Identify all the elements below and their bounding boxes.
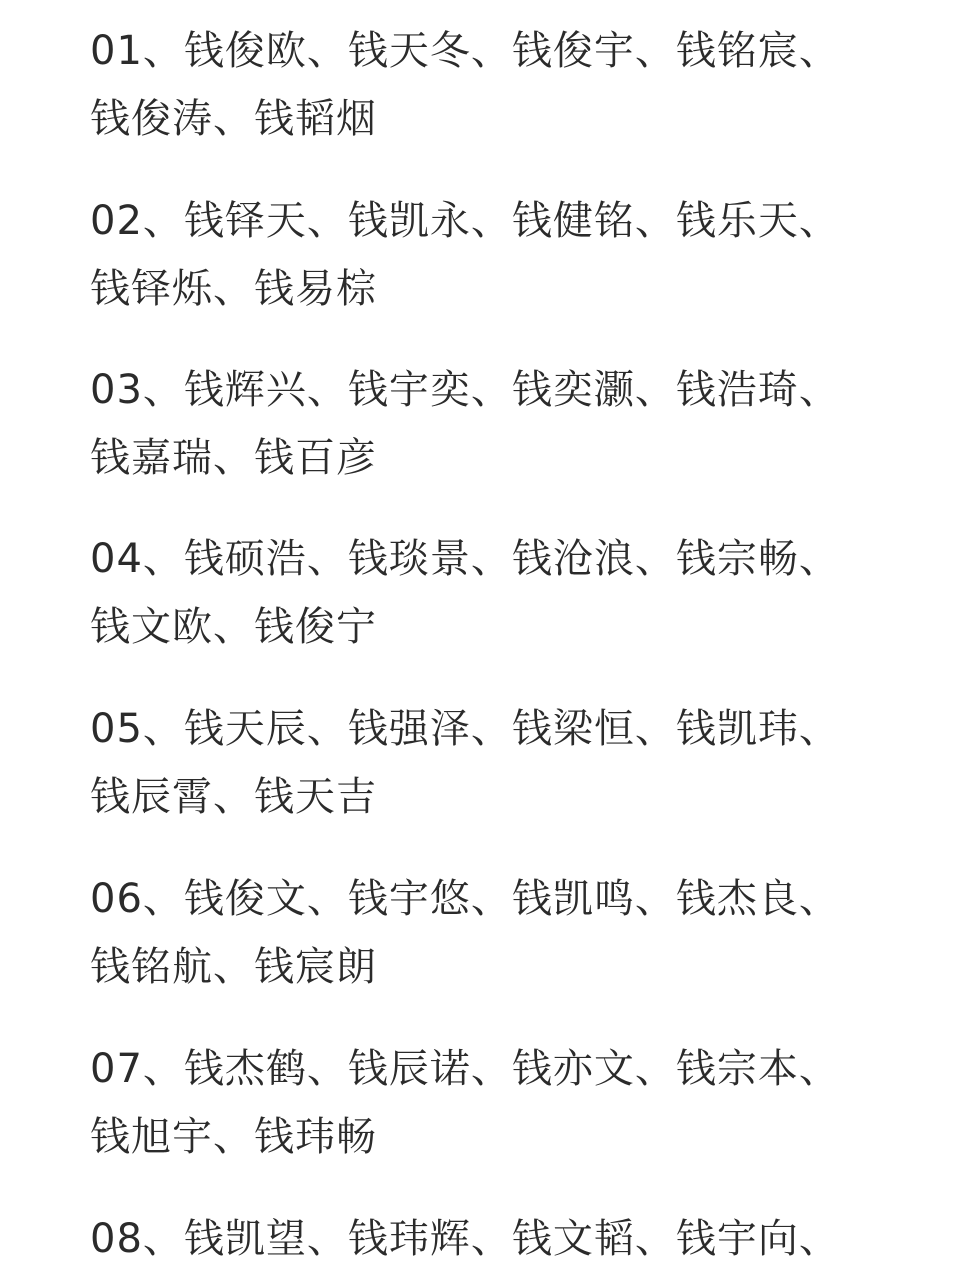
name-list-entry-04 <box>90 525 920 661</box>
name-list-entry-07 <box>90 1035 920 1171</box>
entry-line: 钱嘉瑞、钱百彦 <box>90 435 377 481</box>
entry-line: 钱文欧、钱俊宁 <box>90 604 377 650</box>
name-list-entry-05 <box>90 695 920 831</box>
name-list-entry-01 <box>90 17 920 153</box>
name-list-entry-02 <box>90 187 920 323</box>
entry-line: 05、钱天辰、钱强泽、钱梁恒、钱凯玮、 <box>90 706 840 752</box>
entry-line: 03、钱辉兴、钱宇奕、钱奕灏、钱浩琦、 <box>90 367 840 413</box>
name-list-entry-03 <box>90 356 920 492</box>
name-list-entry-06 <box>90 865 920 1001</box>
entry-line: 06、钱俊文、钱宇悠、钱凯鸣、钱杰良、 <box>90 876 840 922</box>
entry-line: 钱旭宇、钱玮畅 <box>90 1114 377 1160</box>
entry-line: 钱俊涛、钱韬烟 <box>90 96 377 142</box>
entry-line: 07、钱杰鹤、钱辰诺、钱亦文、钱宗本、 <box>90 1046 840 1092</box>
entry-line: 04、钱硕浩、钱琰景、钱沧浪、钱宗畅、 <box>90 536 840 582</box>
name-list-entry-08 <box>90 1205 920 1273</box>
entry-line: 钱铎烁、钱易棕 <box>90 266 377 312</box>
entry-line: 钱铭航、钱宸朗 <box>90 944 377 990</box>
entry-line: 02、钱铎天、钱凯永、钱健铭、钱乐天、 <box>90 198 840 244</box>
entry-line: 01、钱俊欧、钱天冬、钱俊宇、钱铭宸、 <box>90 28 840 74</box>
entry-line: 08、钱凯望、钱玮辉、钱文韬、钱宇向、 <box>90 1216 840 1262</box>
entry-line: 钱辰霄、钱天吉 <box>90 774 377 820</box>
